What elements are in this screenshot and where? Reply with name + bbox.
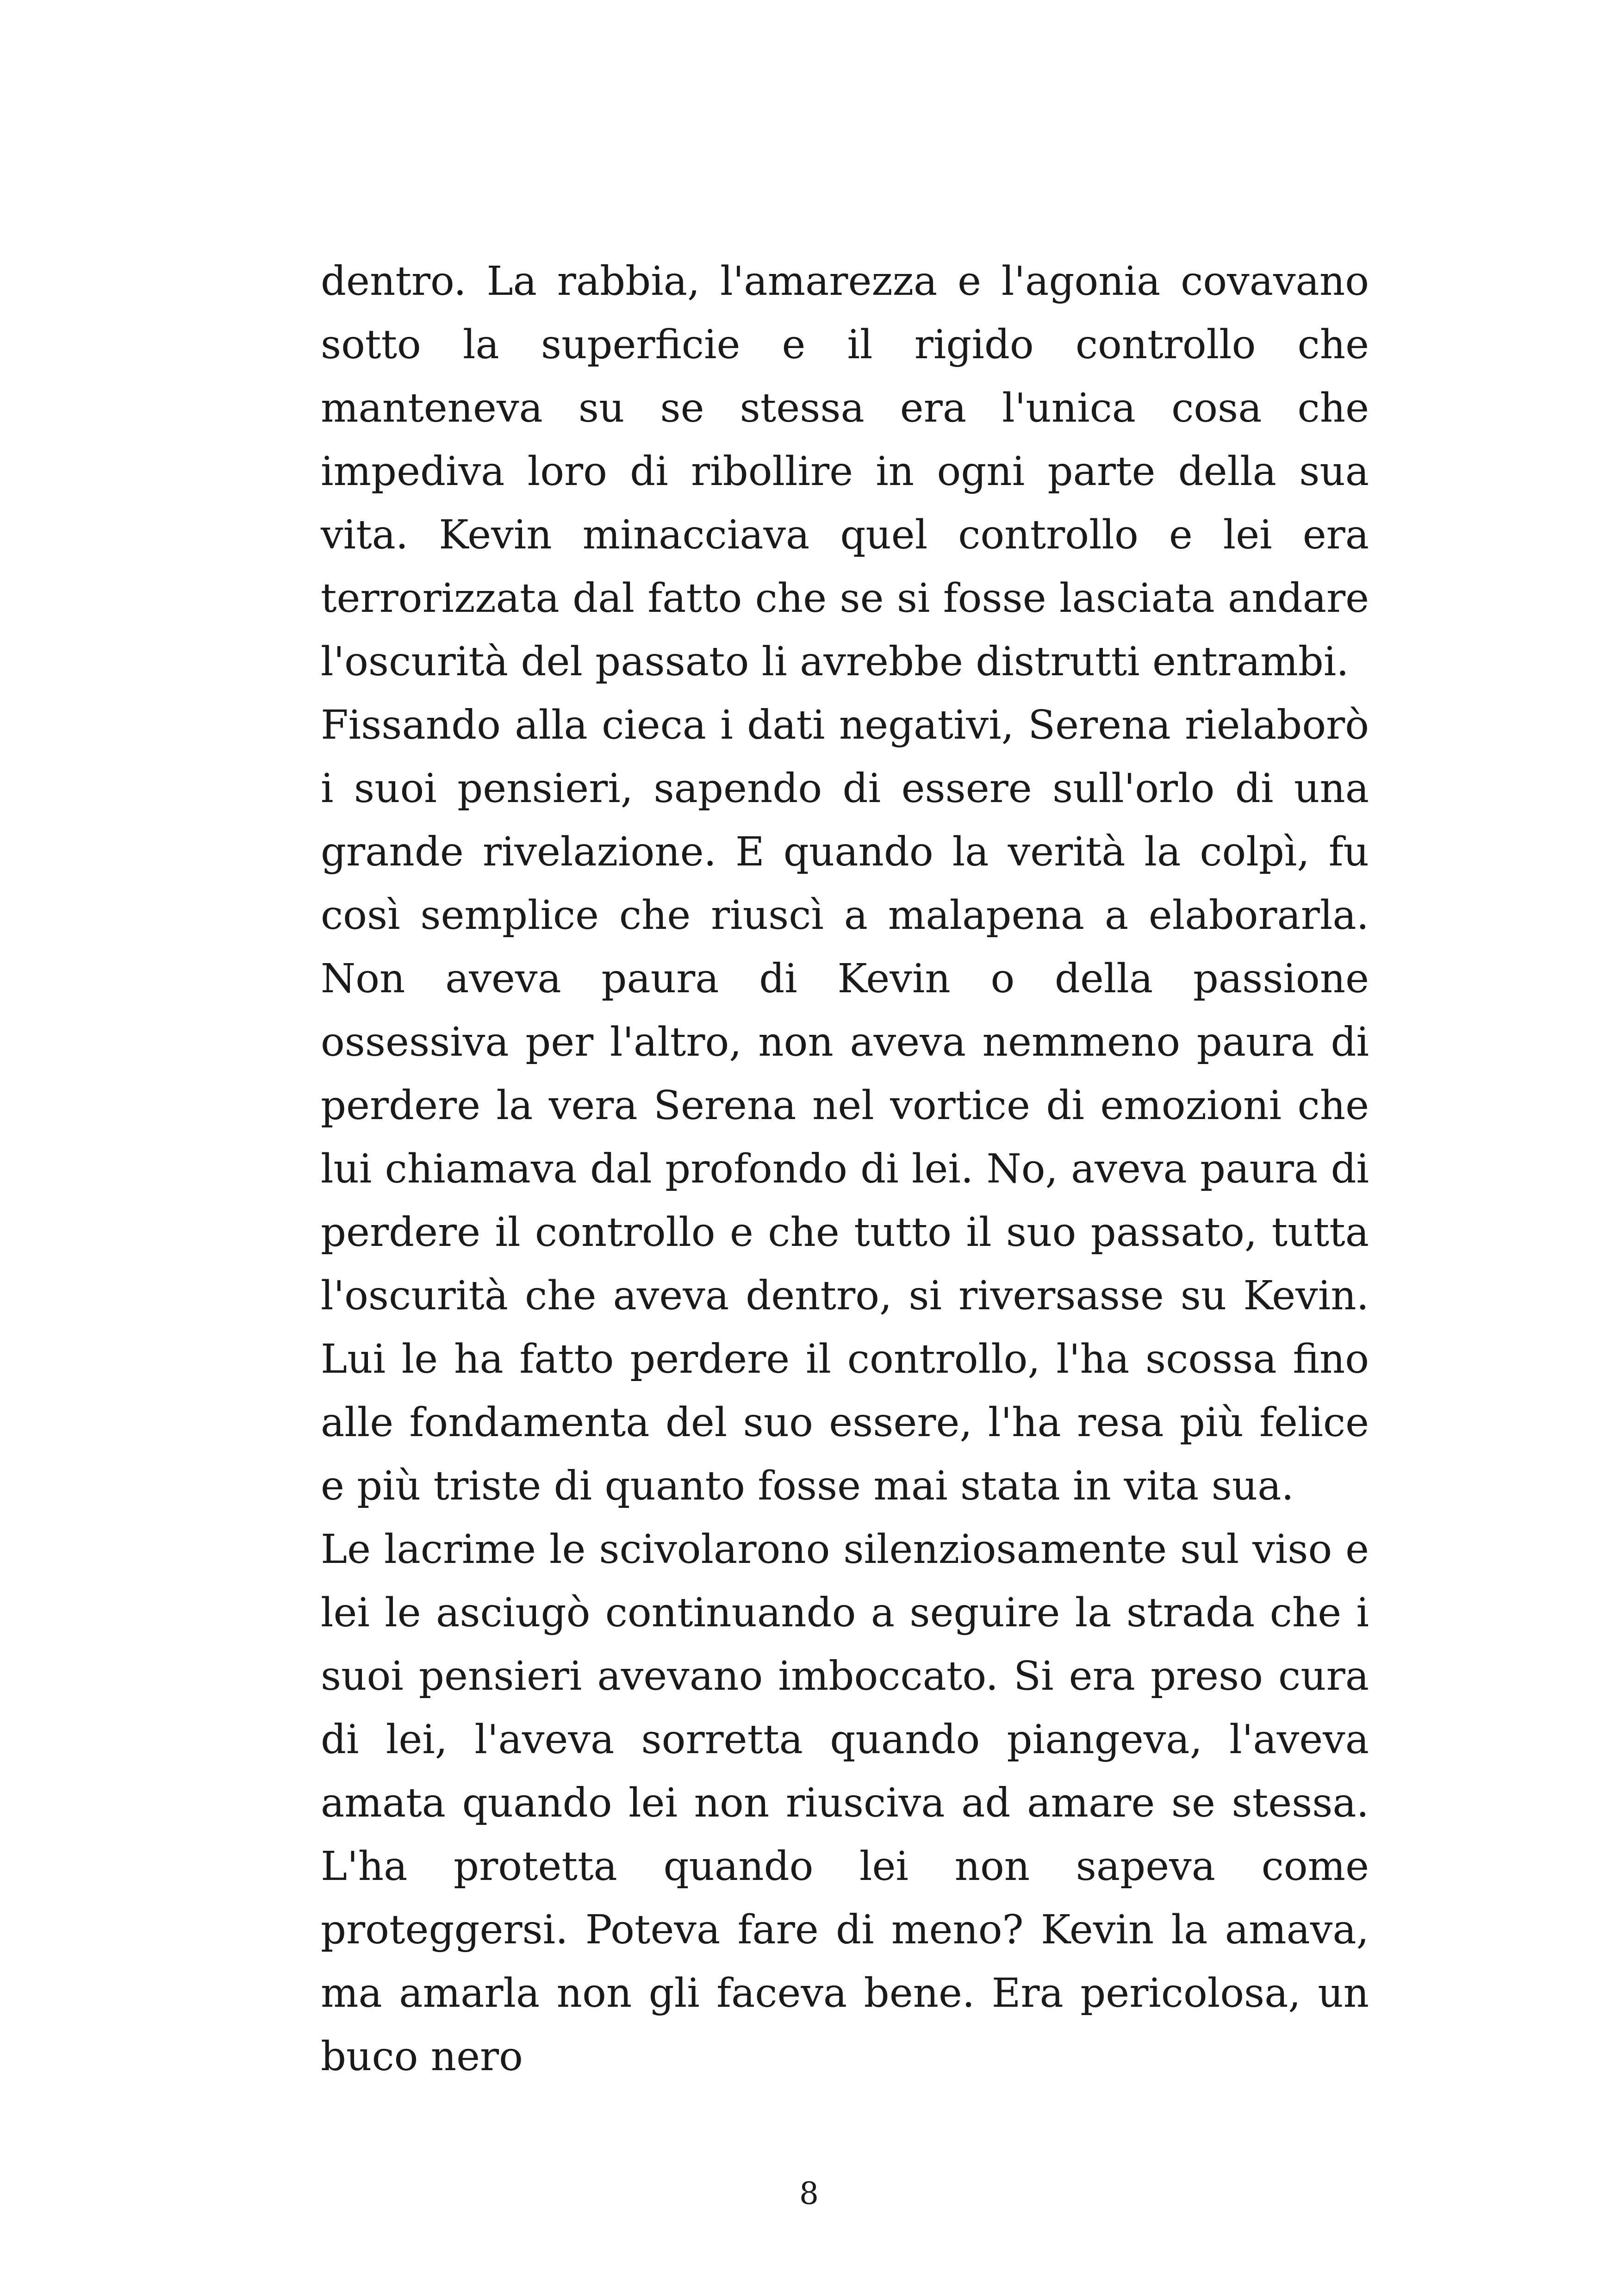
paragraph-2: Fissando alla cieca i dati negativi, Serena rielaborò i suoi pensieri, sapendo di essere sull'orlo di una grande rivelazione. E quando la verità la colpì, fu così semplice che riuscì a malapena a elaborarla. Non aveva paura di Kevin o della passione ossessiva per l'altro, non aveva nemmeno paura di perdere la vera Serena nel vortice di emozioni che lui chiamava dal profondo di lei. No, aveva paura di perdere il controllo e che tutto il suo passato, tutta l'oscurità che aveva dentro, si riversasse su Kevin. Lui le ha fatto perdere il controllo, l'ha scossa fino alle fondamenta del suo essere, l'ha resa più felice e più triste di quanto fosse mai stata in vita sua. <box>321 702 1369 1509</box>
paragraph-3: Le lacrime le scivolarono silenziosamente sul viso e lei le asciugò continuando a seguire la strada che i suoi pensieri avevano imboccato. Si era preso cura di lei, l'aveva sorretta quando piangeva, l'aveva amata quando lei non riusciva ad amare se stessa. L'ha protetta quando lei non sapeva come proteggersi. Poteva fare di meno? Kevin la amava, ma amarla non gli faceva bene. Era pericolosa, un buco nero <box>321 1526 1369 2080</box>
page-number: 8 <box>799 2176 819 2211</box>
body-text <box>321 250 1369 2089</box>
paragraph-1: dentro. La rabbia, l'amarezza e l'agonia covavano sotto la superficie e il rigido controllo che manteneva su se stessa era l'unica cosa che impediva loro di ribollire in ogni parte della sua vita. Kevin minacciava quel controllo e lei era terrorizzata dal fatto che se si fosse lasciata andare l'oscurità del passato li avrebbe distrutti entrambi. <box>321 258 1369 685</box>
